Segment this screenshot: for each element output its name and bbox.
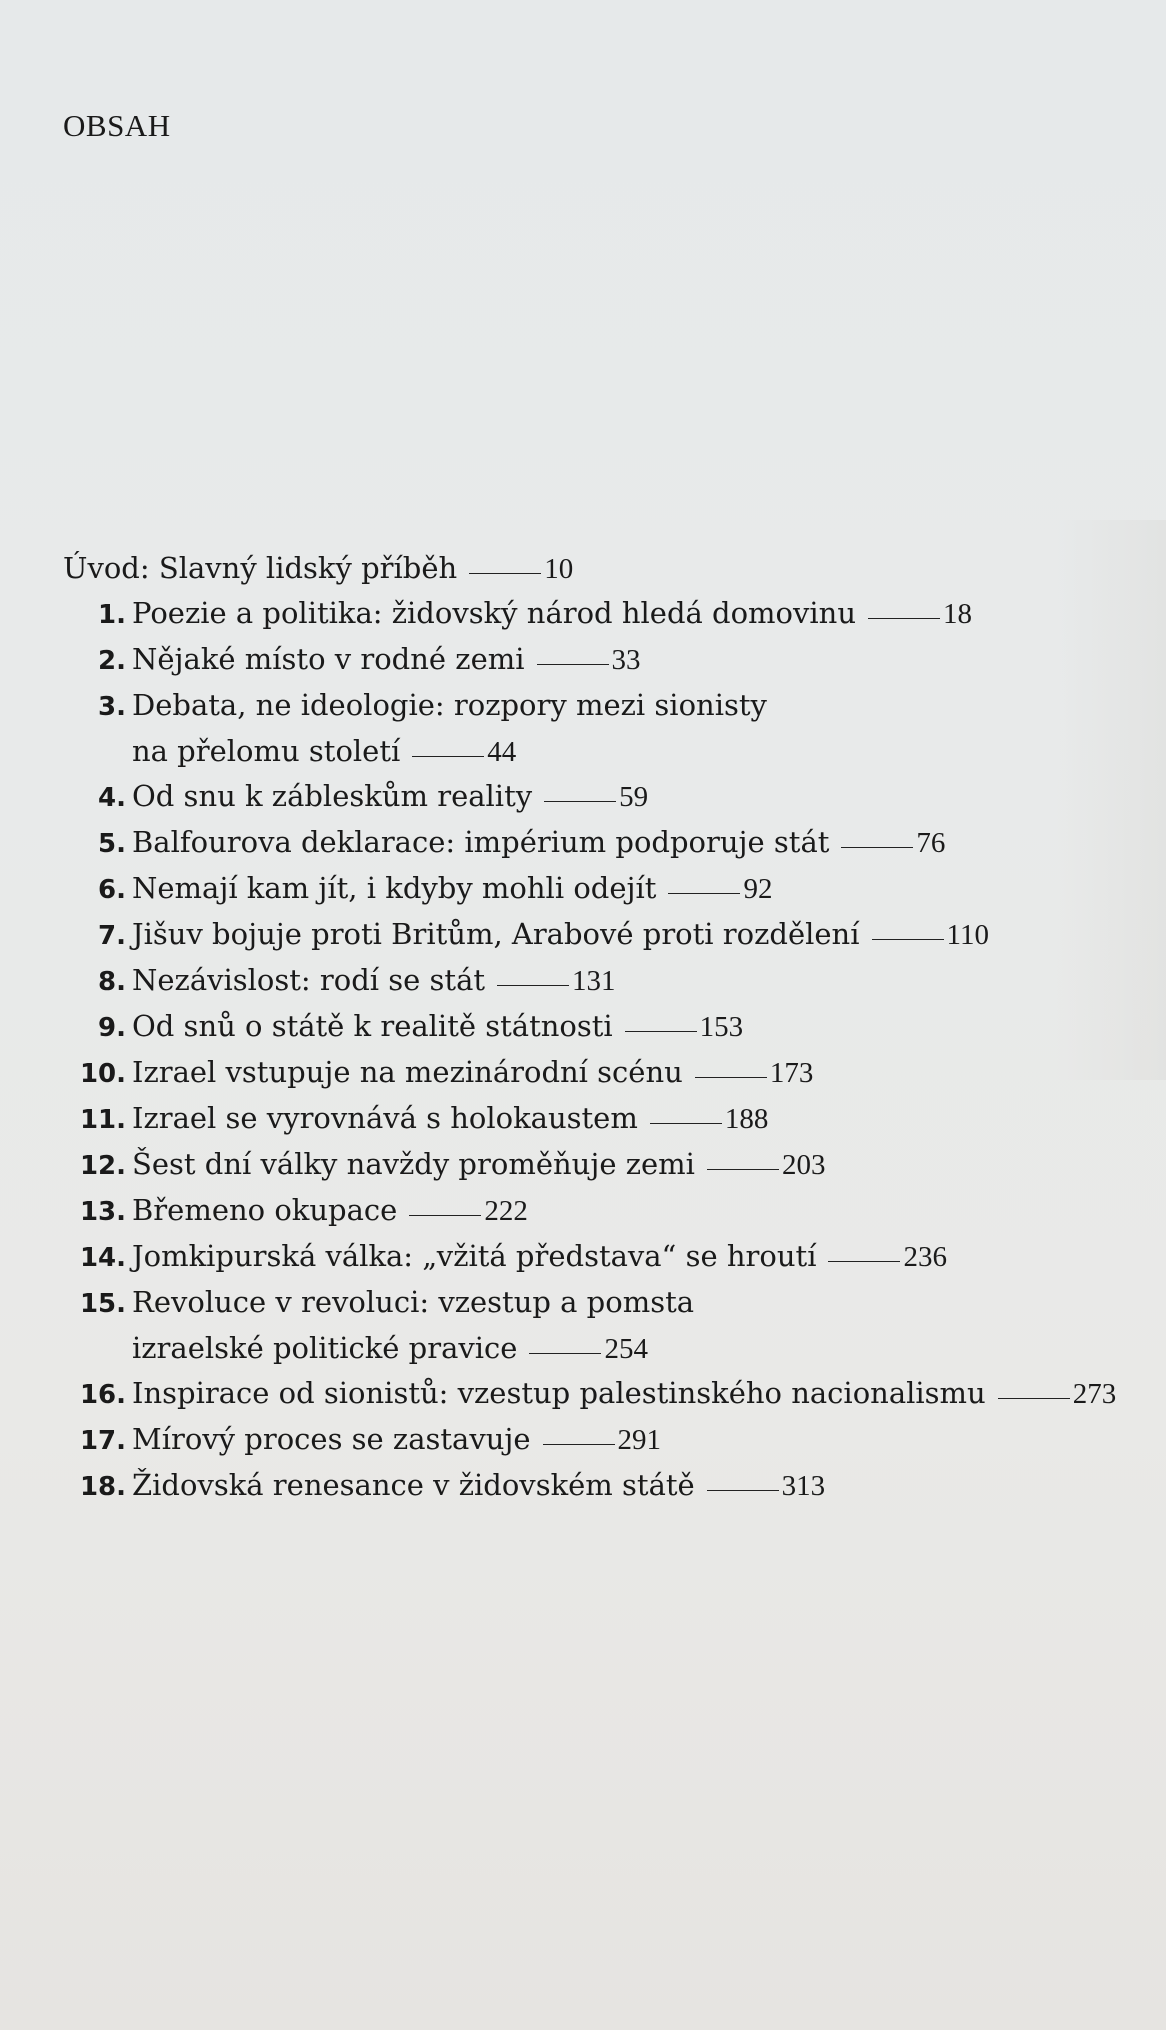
toc-entry-title: Poezie a politika: židovský národ hledá domovinu — [132, 596, 857, 630]
toc-entry-title: Jišuv bojuje proti Britům, Arabové proti rozdělení — [132, 917, 860, 951]
toc-entry-title: Inspirace od sionistů: vzestup palestinského nacionalismu — [132, 1376, 986, 1410]
chapter-number: 7. — [98, 921, 126, 951]
toc-page-number: 173 — [769, 1057, 814, 1089]
chapter-number: 10. — [79, 1059, 126, 1089]
toc-entry — [63, 1280, 1123, 1371]
dot-leader — [868, 618, 940, 619]
toc-entry — [63, 1188, 1123, 1234]
toc-entry-title: Od snů o státě k realitě státnosti — [132, 1009, 613, 1043]
toc-entry — [63, 1417, 1123, 1463]
toc-page-number: 222 — [484, 1195, 528, 1227]
toc-entry — [63, 1004, 1123, 1050]
toc-entry-title: Šest dní války navždy proměňuje zemi — [132, 1147, 695, 1181]
toc-entry — [63, 1463, 1123, 1509]
toc-page-number: 273 — [1072, 1378, 1117, 1410]
toc-entry-continuation — [63, 729, 1123, 774]
dot-leader — [625, 1031, 697, 1032]
dot-leader — [707, 1169, 779, 1170]
toc-page-number: 203 — [781, 1149, 826, 1181]
toc-entry — [63, 774, 1123, 820]
toc-page-number: 291 — [617, 1424, 662, 1456]
toc-entry-title: Židovská renesance v židovském státě — [132, 1468, 695, 1502]
toc-entry — [63, 1050, 1123, 1096]
toc-entry — [63, 912, 1123, 958]
dot-leader — [529, 1353, 601, 1354]
toc-page-number: 76 — [916, 827, 946, 859]
chapter-number: 5. — [98, 829, 126, 859]
page-title: OBSAH — [63, 108, 171, 143]
dot-leader — [707, 1490, 779, 1491]
toc-entry-intro — [63, 546, 1123, 591]
dot-leader — [409, 1215, 481, 1216]
chapter-number: 1. — [98, 600, 126, 630]
dot-leader — [497, 985, 569, 986]
toc-entry — [63, 1096, 1123, 1142]
toc-entry-title: Izrael vstupuje na mezinárodní scénu — [132, 1055, 683, 1089]
chapter-number: 13. — [79, 1197, 126, 1227]
chapter-number: 2. — [98, 646, 126, 676]
toc-entry-title: Balfourova deklarace: impérium podporuje stát — [132, 825, 830, 859]
dot-leader — [543, 1444, 615, 1445]
chapter-number: 8. — [98, 967, 126, 997]
toc-entry — [63, 1371, 1123, 1417]
dot-leader — [650, 1123, 722, 1124]
dot-leader — [544, 801, 616, 802]
toc-entry-continuation — [63, 1326, 1123, 1371]
toc-entry-title: Od snu k zábleskům reality — [132, 779, 533, 813]
toc-page-number: 236 — [903, 1241, 947, 1273]
toc-entry-title-cont: izraelské politické pravice — [132, 1331, 518, 1365]
chapter-number: 14. — [79, 1243, 126, 1273]
toc-entry — [63, 820, 1123, 866]
toc-entry-title: Břemeno okupace — [132, 1193, 398, 1227]
dot-leader — [668, 893, 740, 894]
toc-page-number: 18 — [943, 598, 973, 630]
chapter-number: 11. — [79, 1105, 126, 1135]
chapter-number: 16. — [79, 1380, 126, 1410]
toc-page-number: 153 — [699, 1011, 744, 1043]
toc-entry-title: Nemají kam jít, i kdyby mohli odejít — [132, 871, 657, 905]
toc-entry-title: Mírový proces se zastavuje — [132, 1422, 531, 1456]
chapter-number: 18. — [79, 1472, 126, 1502]
toc-page-number: 110 — [946, 919, 989, 951]
toc-page-number: 59 — [619, 781, 649, 813]
chapter-number: 4. — [98, 783, 126, 813]
toc-entry-title: Jomkipurská válka: „vžitá představa“ se hroutí — [132, 1239, 817, 1273]
toc-entry-title: Izrael se vyrovnává s holokaustem — [132, 1101, 638, 1135]
toc-entry — [63, 866, 1123, 912]
toc-page-number: 92 — [743, 873, 773, 905]
table-of-contents — [63, 546, 1123, 1509]
dot-leader — [469, 573, 541, 574]
chapter-number: 3. — [98, 692, 126, 722]
dot-leader — [828, 1261, 900, 1262]
toc-entry-title: Úvod: Slavný lidský příběh — [63, 551, 458, 585]
toc-entry — [63, 591, 1123, 637]
toc-entry-title: Nějaké místo v rodné zemi — [132, 642, 525, 676]
toc-entry-title: Nezávislost: rodí se stát — [132, 963, 486, 997]
toc-entry — [63, 1234, 1123, 1280]
toc-entry-title-cont: na přelomu století — [132, 734, 401, 768]
toc-entry-title: Debata, ne ideologie: rozpory mezi sionisty — [132, 688, 767, 722]
toc-entry — [63, 637, 1123, 683]
chapter-number: 12. — [79, 1151, 126, 1181]
toc-page-number: 131 — [572, 965, 616, 997]
toc-page-number: 313 — [781, 1470, 826, 1502]
toc-entry — [63, 1142, 1123, 1188]
dot-leader — [841, 847, 913, 848]
dot-leader — [537, 664, 609, 665]
toc-page-number: 10 — [544, 553, 574, 585]
dot-leader — [412, 756, 484, 757]
toc-page-number: 33 — [611, 644, 641, 676]
toc-page-number: 188 — [724, 1103, 769, 1135]
dot-leader — [998, 1398, 1070, 1399]
toc-entry — [63, 683, 1123, 774]
chapter-number: 9. — [98, 1013, 126, 1043]
dot-leader — [695, 1077, 767, 1078]
chapter-number: 6. — [98, 875, 126, 905]
toc-entry — [63, 958, 1123, 1004]
chapter-number: 17. — [79, 1426, 126, 1456]
toc-page-number: 254 — [604, 1333, 648, 1365]
toc-page-number: 44 — [487, 736, 517, 768]
chapter-number: 15. — [79, 1289, 126, 1319]
toc-entry-title: Revoluce v revoluci: vzestup a pomsta — [132, 1285, 695, 1319]
dot-leader — [872, 939, 944, 940]
